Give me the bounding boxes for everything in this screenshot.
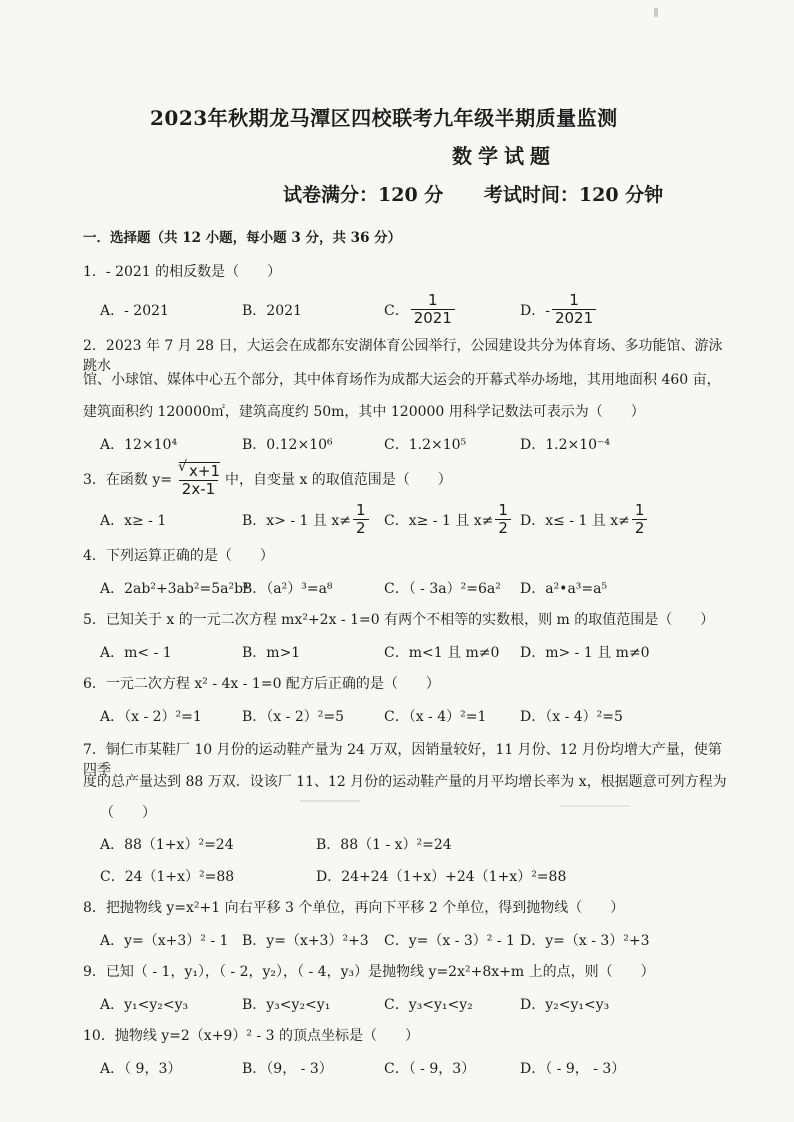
fraction-numerator: [174, 459, 223, 480]
fraction-numerator: 1: [634, 501, 645, 519]
q3-option-b-text: B．x> - 1 且 x≠: [242, 512, 351, 529]
fraction-denominator: 2021: [411, 309, 455, 327]
question-2-line-3: 建筑面积约 120000㎡，建筑高度约 50m，其中 120000 用科学记数法可表示为（ ）: [83, 404, 645, 420]
q6-option-c: C．（x - 4）²=1: [384, 709, 487, 725]
question-10-stem: 10．抛物线 y=2（x+9）² - 3 的顶点坐标是（ ）: [83, 1028, 419, 1044]
q10-option-a: A．（ 9，3）: [100, 1061, 182, 1077]
fraction-denominator: 2x-1: [179, 480, 218, 498]
question-8-options: [100, 930, 740, 966]
question-3-stem: [83, 459, 733, 498]
q9-option-c: C．y₃<y₁<y₂: [384, 997, 473, 1013]
q5-option-b: B．m>1: [242, 645, 301, 661]
exam-meta: [283, 180, 763, 207]
question-7-options-row-1: [100, 834, 740, 870]
q10-option-d: D．（ - 9， - 3）: [520, 1061, 626, 1077]
question-7-line-1: 7．铜仁市某鞋厂 10 月份的运动鞋产量为 24 万双，因销量较好，11 月份、12 月份均增大产量，使第四季: [83, 742, 722, 778]
q2-option-a: A．12×10⁴: [100, 437, 178, 453]
question-4-options: [100, 578, 740, 614]
q1-option-c-letter: C．: [384, 302, 409, 319]
question-2-line-1: 2．2023 年 7 月 28 日，大运会在成都东安湖体育公园举行，公园建设共分为体育场、多功能馆、游泳跳水: [83, 338, 723, 374]
q4-option-c: C．（ - 3a）²=6a²: [384, 581, 501, 597]
question-1-options: [100, 291, 740, 332]
q5-option-d: D．m> - 1 且 m≠0: [520, 645, 650, 661]
q4-option-a: A．2ab²+3ab²=5a²b⁴: [100, 581, 249, 597]
fraction-numerator: 1: [355, 501, 366, 519]
full-score: 试卷满分：120 分: [283, 184, 444, 206]
question-7-line-3: （ ）: [100, 805, 156, 821]
q4-option-b: B．（a²）³=a⁸: [242, 581, 333, 597]
question-7-line-2: 度的总产量达到 88 万双．设该厂 11、12 月份的运动鞋产量的月平均增长率为 x，根据题意可列方程为: [83, 774, 727, 790]
q5-option-a: A．m< - 1: [100, 645, 172, 661]
fraction-numerator: 1: [428, 291, 438, 309]
scan-speck: [300, 800, 360, 802]
q7-option-c: C．24（1+x）²=88: [100, 869, 235, 885]
q2-option-c: C．1.2×10⁵: [384, 437, 467, 453]
radicand: x+1: [189, 462, 220, 480]
q7-option-a: A．88（1+x）²=24: [100, 837, 234, 853]
fraction-denominator: 2: [632, 519, 648, 537]
q2-option-b: B．0.12×10⁶: [242, 437, 333, 453]
q10-option-b: B．（9， - 3）: [242, 1061, 333, 1077]
q1-option-d-letter: D．-: [520, 302, 550, 319]
q4-option-d: D．a²•a³=a⁵: [520, 581, 608, 597]
q1-option-b: B．2021: [242, 303, 302, 319]
exam-subject: 数学试题: [452, 144, 556, 168]
q3-option-c: [384, 502, 513, 537]
q3-option-c-text: C．x≥ - 1 且 x≠: [384, 512, 494, 529]
q3-option-a: A．x≥ - 1: [100, 513, 167, 529]
q8-option-b: B．y=（x+3）²+3: [242, 933, 369, 949]
q3-option-c-fraction: [495, 502, 511, 537]
q3-option-d: [520, 502, 649, 537]
q6-option-d: D．（x - 4）²=5: [520, 709, 623, 725]
fraction-denominator: 2021: [552, 309, 596, 327]
fraction-denominator: 2: [495, 519, 511, 537]
q1-option-c: [384, 292, 457, 327]
q8-option-c: C．y=（x - 3）² - 1: [384, 933, 515, 949]
fraction-numerator: 1: [569, 291, 579, 309]
question-10-options: [100, 1058, 740, 1094]
square-root: [178, 459, 220, 480]
q3-function-fraction: [174, 459, 223, 498]
q3-option-b: [242, 502, 371, 537]
question-2-line-2: 馆、小球馆、媒体中心五个部分，其中体育场作为成都大运会的开幕式举办场地，其用地面积 460 亩，: [83, 372, 721, 388]
question-6-stem: 6．一元二次方程 x² - 4x - 1=0 配方后正确的是（ ）: [83, 676, 440, 692]
q2-option-d: D．1.2×10⁻⁴: [520, 437, 611, 453]
question-3-options: [100, 501, 740, 542]
question-8-stem: 8．把抛物线 y=x²+1 向右平移 3 个单位，再向下平移 2 个单位，得到抛物线（ ）: [83, 900, 625, 916]
q1-option-a: A．- 2021: [100, 303, 169, 319]
scan-speck: [560, 805, 630, 807]
question-4-stem: 4．下列运算正确的是（ ）: [83, 548, 274, 564]
question-9-options: [100, 994, 740, 1030]
q1-option-d: [520, 292, 598, 327]
question-5-stem: 5．已知关于 x 的一元二次方程 mx²+2x - 1=0 有两个不相等的实数根，则 m 的取值范围是（ ）: [83, 612, 715, 628]
question-9-stem: 9．已知（ - 1，y₁），（ - 2，y₂），（ - 4，y₃）是抛物线 y=2x²+8x+m 上的点，则（ ）: [83, 964, 655, 980]
scan-speck: [654, 8, 658, 17]
q3-option-b-fraction: [353, 502, 369, 537]
q3-option-d-text: D．x≤ - 1 且 x≠: [520, 512, 630, 529]
q3-option-d-fraction: [632, 502, 648, 537]
section-heading: 一．选择题（共 12 小题，每小题 3 分，共 36 分）: [83, 230, 402, 246]
question-7-options-row-2: [100, 866, 740, 902]
q9-option-d: D．y₂<y₁<y₃: [520, 997, 610, 1013]
exam-title: 2023年秋期龙马潭区四校联考九年级半期质量监测: [150, 106, 618, 130]
q8-option-a: A．y=（x+3）² - 1: [100, 933, 229, 949]
q6-option-a: A．（x - 2）²=1: [100, 709, 202, 725]
q1-option-d-fraction: [552, 292, 596, 327]
q5-option-c: C．m<1 且 m≠0: [384, 645, 500, 661]
question-6-options: [100, 706, 740, 742]
q6-option-b: B．（x - 2）²=5: [242, 709, 344, 725]
q8-option-d: D．y=（x - 3）²+3: [520, 933, 650, 949]
fraction-numerator: 1: [498, 501, 508, 519]
question-5-options: [100, 642, 740, 678]
q3-stem-pre: 3．在函数 y=: [83, 472, 172, 488]
q10-option-c: C．（ - 9，3）: [384, 1061, 476, 1077]
q7-option-d: D．24+24（1+x）+24（1+x）²=88: [316, 869, 567, 885]
exam-time: 考试时间：120 分钟: [483, 184, 664, 206]
q9-option-b: B．y₃<y₂<y₁: [242, 997, 331, 1013]
q7-option-b: B．88（1 - x）²=24: [316, 837, 452, 853]
q9-option-a: A．y₁<y₂<y₃: [100, 997, 189, 1013]
question-1-stem: 1．- 2021 的相反数是（ ）: [83, 264, 282, 280]
q3-stem-post: 中，自变量 x 的取值范围是（ ）: [225, 472, 452, 488]
radical-sign-icon: √: [178, 459, 187, 475]
fraction-denominator: 2: [353, 519, 369, 537]
q1-option-c-fraction: [411, 292, 455, 327]
